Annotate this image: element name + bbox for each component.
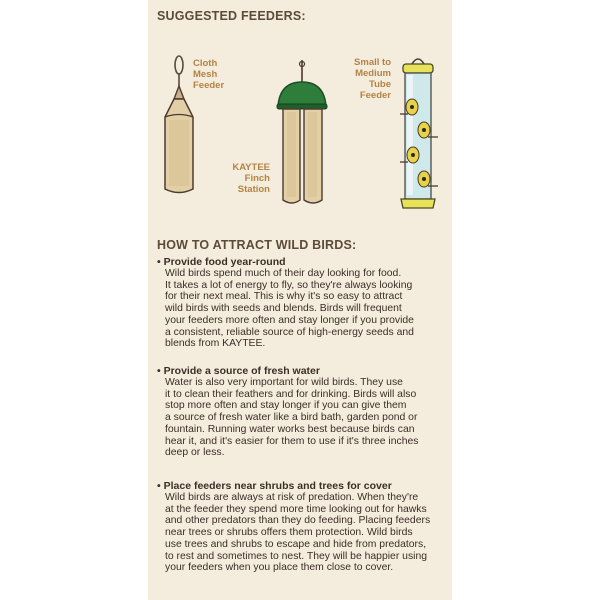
tube-feeder-illustration (396, 52, 446, 212)
tip-food-title: • Provide food year-round (157, 256, 286, 268)
attract-birds-heading: HOW TO ATTRACT WILD BIRDS: (157, 238, 357, 252)
suggested-feeders-heading: SUGGESTED FEEDERS: (157, 9, 306, 23)
tip-food-body: Wild birds spend much of their day looking for food. It takes a lot of energy to fly, so they're always looking for their next meal. This is why it's so easy to attract wild birds with seeds and blends. Birds will frequent your feeders more often and stay longer if you provide a consistent, reliable source of high-energy seeds and blends from KAYTEE. (165, 268, 414, 350)
tip-cover-title: • Place feeders near shrubs and trees for cover (157, 480, 392, 492)
tip-cover-body: Wild birds are always at risk of predation. When they're at the feeder they spend more time looking out for hawks and other predators than they do feeding. Placing feeders near trees or shrubs offers them protection. Wild birds use trees and shrubs to escape and hide from predators, to rest and sometimes to nest. They will be happier using your feeders when you place them close to cover. (165, 492, 431, 574)
tip-water-title: • Provide a source of fresh water (157, 365, 320, 377)
kaytee-finch-station-illustration (272, 60, 336, 210)
kaytee-finch-station-label: KAYTEE Finch Station (232, 162, 270, 195)
cloth-mesh-feeder-label: Cloth Mesh Feeder (193, 58, 225, 91)
tube-feeder-label: Small to Medium Tube Feeder (354, 57, 391, 101)
tip-water-body: Water is also very important for wild birds. They use it to clean their feathers and for drinking. Birds will also stop more often and stay longer if you can give them a source of fresh water like a bird bath, garden pond or fountain. Running water works best because birds can hear it, and it's easier for them to use if it's three inches deep or less. (165, 377, 419, 459)
